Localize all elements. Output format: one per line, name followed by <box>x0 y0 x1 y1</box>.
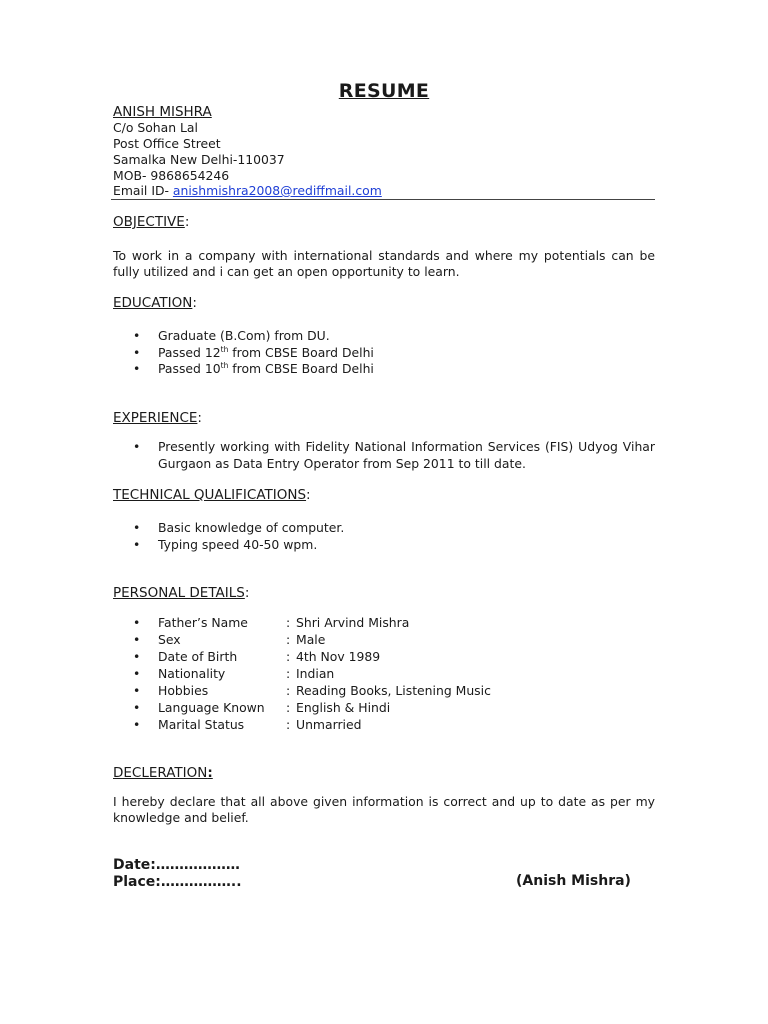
bullet-icon: • <box>133 649 141 664</box>
objective-heading-colon: : <box>184 214 190 230</box>
address-line-1: C/o Sohan Lal <box>113 120 198 135</box>
education-item-text: Passed 12 <box>158 344 221 360</box>
date-line: Date:……………… <box>113 857 240 873</box>
technical-heading <box>113 487 311 503</box>
email-link[interactable]: anishmishra2008@rediffmail.com <box>172 183 382 198</box>
personal-detail-row <box>113 665 655 682</box>
education-heading-text: EDUCATION <box>113 295 193 311</box>
bullet-icon: • <box>133 700 141 715</box>
bullet-icon: • <box>133 439 141 454</box>
objective-text: To work in a company with international standards and where my potentials can be fully utilized and i can get an open opportunity to learn. <box>113 248 655 279</box>
bullet-icon: • <box>133 683 141 698</box>
personal-heading-text: PERSONAL DETAILS <box>113 585 245 601</box>
signature-name: (Anish Mishra) <box>516 873 631 889</box>
education-item <box>113 328 655 345</box>
declaration-heading-text: DECLERATION <box>113 765 208 781</box>
objective-heading-text: OBJECTIVE <box>113 214 185 230</box>
education-list <box>113 328 655 378</box>
detail-colon: : <box>286 700 291 715</box>
objective-heading <box>113 214 189 230</box>
personal-detail-row <box>113 614 655 631</box>
detail-colon: : <box>286 666 291 681</box>
experience-item-text: Presently working with Fidelity National Information Services (FIS) Udyog Vihar Gurgaon as Data Entry Operator from Sep 2011 to till date. <box>158 439 655 471</box>
personal-detail-row <box>113 648 655 665</box>
experience-heading-text: EXPERIENCE <box>113 410 198 426</box>
detail-value: Unmarried <box>296 717 362 732</box>
detail-colon: : <box>286 717 291 732</box>
detail-value: Reading Books, Listening Music <box>296 683 491 698</box>
education-item <box>113 361 655 378</box>
technical-item <box>113 520 655 537</box>
bullet-icon: • <box>133 717 141 732</box>
personal-details-list <box>113 614 655 733</box>
detail-value: Indian <box>296 666 335 681</box>
detail-label: Nationality <box>158 666 226 681</box>
technical-item-text: Typing speed 40-50 wpm. <box>158 536 318 552</box>
bullet-icon: • <box>133 632 141 647</box>
experience-heading-colon: : <box>197 410 202 426</box>
declaration-heading-colon: : <box>207 765 213 781</box>
education-item-rest: from CBSE Board Delhi <box>228 344 374 360</box>
declaration-heading <box>113 765 213 781</box>
place-line: Place:…………….. <box>113 874 242 890</box>
technical-list <box>113 520 655 553</box>
personal-detail-row <box>113 682 655 699</box>
bullet-icon: • <box>133 328 141 343</box>
bullet-icon: • <box>133 520 141 535</box>
technical-heading-colon: : <box>306 487 311 503</box>
technical-heading-text: TECHNICAL QUALIFICATIONS <box>113 487 307 503</box>
email-label: Email ID- <box>113 183 173 198</box>
bullet-icon: • <box>133 536 141 552</box>
bullet-icon: • <box>133 344 141 360</box>
mobile-line: MOB- 9868654246 <box>113 168 230 183</box>
personal-detail-row <box>113 716 655 733</box>
detail-value: 4th Nov 1989 <box>296 649 381 664</box>
personal-detail-row <box>113 699 655 716</box>
candidate-name: ANISH MISHRA <box>113 104 212 120</box>
declaration-text: I hereby declare that all above given information is correct and up to date as per my knowledge and belief. <box>113 794 655 825</box>
detail-label: Language Known <box>158 700 265 715</box>
detail-value: Male <box>296 632 326 647</box>
technical-item <box>113 537 655 554</box>
education-item <box>113 345 655 362</box>
detail-label: Marital Status <box>158 717 245 732</box>
education-item-sup: th <box>220 344 229 354</box>
address-line-2: Post Office Street <box>113 136 221 151</box>
detail-colon: : <box>286 683 291 698</box>
personal-heading <box>113 585 249 601</box>
detail-colon: : <box>286 649 291 664</box>
detail-label: Sex <box>158 632 181 647</box>
education-item-sup: th <box>220 361 229 371</box>
bullet-icon: • <box>133 615 141 630</box>
education-heading-colon: : <box>192 295 197 311</box>
detail-label: Hobbies <box>158 683 209 698</box>
personal-heading-colon: : <box>244 585 250 601</box>
resume-title: RESUME <box>338 80 430 102</box>
detail-label: Date of Birth <box>158 649 238 664</box>
detail-value: English & Hindi <box>296 700 391 715</box>
personal-detail-row <box>113 631 655 648</box>
education-heading <box>113 295 197 311</box>
experience-item <box>113 439 655 472</box>
bullet-icon: • <box>133 666 141 681</box>
education-item-rest: from CBSE Board Delhi <box>228 361 374 377</box>
experience-list <box>113 439 655 472</box>
detail-colon: : <box>286 615 291 630</box>
education-item-text: Graduate (B.Com) from DU. <box>158 328 330 343</box>
email-line <box>113 183 382 199</box>
bullet-icon: • <box>133 361 141 377</box>
education-item-text: Passed 10 <box>158 361 221 377</box>
experience-heading <box>113 410 202 426</box>
detail-label: Father’s Name <box>158 615 248 630</box>
header-divider <box>111 199 655 200</box>
technical-item-text: Basic knowledge of computer. <box>158 520 345 535</box>
detail-colon: : <box>286 632 291 647</box>
detail-value: Shri Arvind Mishra <box>296 615 410 630</box>
address-line-3: Samalka New Delhi-110037 <box>113 152 285 167</box>
